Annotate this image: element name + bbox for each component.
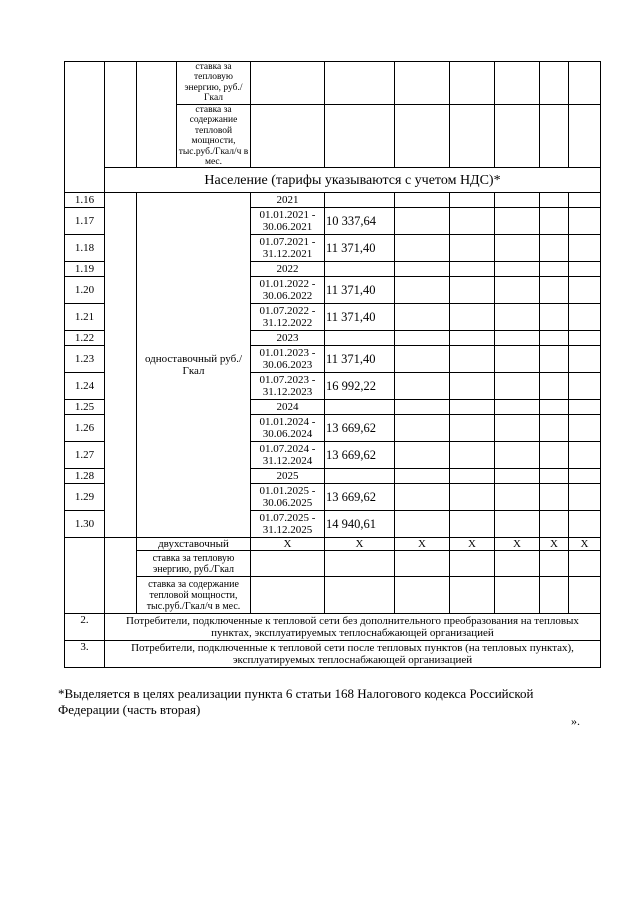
value-cell [495,577,540,614]
row-number: 3. [65,641,105,668]
value-cell [540,346,569,373]
table-row [65,193,601,208]
value-cell [450,331,495,346]
value-cell [450,193,495,208]
value-cell [450,484,495,511]
value-cell [569,484,601,511]
value-cell [450,551,495,577]
value-cell [251,104,325,168]
value-cell [540,484,569,511]
value-cell [495,551,540,577]
section-3-text: Потребители, подключенные к тепловой сети после тепловых пунктов (на тепловых пунктах), эксплуатируемых теплоснабжающей организацией [105,641,601,668]
tariff-value: 10 337,64 [325,208,395,235]
value-cell [495,331,540,346]
value-cell [569,469,601,484]
value-cell [450,511,495,538]
value-cell [569,511,601,538]
value-cell [540,511,569,538]
energy-rate-label: ставка за тепловую энергию, руб./Гкал [177,62,251,105]
value-cell [450,277,495,304]
value-cell [569,277,601,304]
value-cell [495,511,540,538]
value-cell [540,62,569,105]
value-cell [540,262,569,277]
row-number: 1.21 [65,304,105,331]
one-part-label: одноставочный руб./Гкал [137,193,251,538]
period-cell: 2024 [251,400,325,415]
table-row [65,538,601,551]
value-cell [540,469,569,484]
row-number: 1.26 [65,415,105,442]
row-number: 1.24 [65,373,105,400]
row-number: 1.23 [65,346,105,373]
tariff-value [325,193,395,208]
value-cell [495,304,540,331]
row-number: 1.25 [65,400,105,415]
value-cell [325,551,395,577]
period-cell: 01.01.2021 - 30.06.2021 [251,208,325,235]
value-cell [495,484,540,511]
value-cell [495,277,540,304]
value-cell [450,442,495,469]
value-cell [395,551,450,577]
value-cell [395,193,450,208]
x-mark: Х [495,538,540,551]
tariff-value [325,400,395,415]
value-cell [495,400,540,415]
period-cell: 01.07.2023 - 31.12.2023 [251,373,325,400]
value-cell [395,208,450,235]
x-mark: Х [395,538,450,551]
row-number: 1.20 [65,277,105,304]
value-cell [540,331,569,346]
value-cell [450,208,495,235]
tariff-value: 14 940,61 [325,511,395,538]
period-cell: 2022 [251,262,325,277]
value-cell [540,208,569,235]
number-cell [65,62,105,193]
row-number: 2. [65,614,105,641]
value-cell [540,373,569,400]
tariff-value: 16 992,22 [325,373,395,400]
tariff-value [325,469,395,484]
value-cell [569,193,601,208]
value-cell [395,235,450,262]
table-row [65,62,601,105]
value-cell [325,577,395,614]
value-cell [495,208,540,235]
row-number: 1.19 [65,262,105,277]
tariff-value: 11 371,40 [325,346,395,373]
value-cell [540,551,569,577]
tariff-value: 13 669,62 [325,484,395,511]
period-cell: 2023 [251,331,325,346]
population-header: Население (тарифы указываются с учетом НДС)* [105,168,601,193]
value-cell [450,577,495,614]
value-cell [495,469,540,484]
blank-cell [105,193,137,538]
value-cell [569,442,601,469]
period-cell: 01.01.2024 - 30.06.2024 [251,415,325,442]
blank-cell [137,62,177,168]
value-cell [395,442,450,469]
period-cell: 01.01.2022 - 30.06.2022 [251,277,325,304]
value-cell [569,304,601,331]
two-part-label: двухставочный [137,538,251,551]
value-cell [540,193,569,208]
value-cell [395,511,450,538]
period-cell: 01.01.2025 - 30.06.2025 [251,484,325,511]
period-cell: 01.01.2023 - 30.06.2023 [251,346,325,373]
value-cell [450,415,495,442]
row-number: 1.16 [65,193,105,208]
row-number: 1.17 [65,208,105,235]
tariff-value: 11 371,40 [325,277,395,304]
value-cell [540,442,569,469]
row-number: 1.29 [65,484,105,511]
period-cell: 01.07.2024 - 31.12.2024 [251,442,325,469]
footnote: *Выделяется в целях реализации пункта 6 статьи 168 Налогового кодекса Российской Федерации (часть вторая) [58,686,534,717]
period-cell: 01.07.2022 - 31.12.2022 [251,304,325,331]
x-mark: Х [251,538,325,551]
value-cell [450,104,495,168]
x-mark: Х [325,538,395,551]
row-number: 1.30 [65,511,105,538]
period-cell: 01.07.2025 - 31.12.2025 [251,511,325,538]
value-cell [569,415,601,442]
value-cell [569,346,601,373]
value-cell [395,277,450,304]
tariff-value [325,262,395,277]
value-cell [395,346,450,373]
blank-cell [105,538,137,614]
value-cell [251,551,325,577]
x-mark: Х [540,538,569,551]
value-cell [495,442,540,469]
period-cell: 2021 [251,193,325,208]
period-cell: 01.07.2021 - 31.12.2021 [251,235,325,262]
tariff-value: 13 669,62 [325,415,395,442]
value-cell [395,415,450,442]
section-2-text: Потребители, подключенные к тепловой сети без дополнительного преобразования на тепловых пунктах, эксплуатируемых теплоснабжающей организацией [105,614,601,641]
number-cell [65,538,105,614]
table-row [65,641,601,668]
value-cell [569,235,601,262]
tariff-value: 13 669,62 [325,442,395,469]
row-number: 1.22 [65,331,105,346]
tariff-table [64,61,601,668]
value-cell [450,304,495,331]
value-cell [495,104,540,168]
value-cell [569,104,601,168]
value-cell [569,577,601,614]
value-cell [325,62,395,105]
row-number: 1.18 [65,235,105,262]
value-cell [395,62,450,105]
value-cell [450,400,495,415]
value-cell [450,346,495,373]
x-mark: Х [569,538,601,551]
value-cell [450,469,495,484]
value-cell [540,400,569,415]
row-number: 1.28 [65,469,105,484]
value-cell [540,304,569,331]
value-cell [540,277,569,304]
value-cell [569,400,601,415]
value-cell [569,208,601,235]
value-cell [450,373,495,400]
value-cell [395,484,450,511]
value-cell [495,373,540,400]
value-cell [569,262,601,277]
row-number: 1.27 [65,442,105,469]
value-cell [540,104,569,168]
value-cell [325,104,395,168]
tariff-value: 11 371,40 [325,235,395,262]
value-cell [495,193,540,208]
value-cell [540,415,569,442]
value-cell [395,469,450,484]
value-cell [495,415,540,442]
value-cell [569,373,601,400]
closing-mark: ». [571,714,580,728]
value-cell [569,62,601,105]
tariff-value [325,331,395,346]
value-cell [251,62,325,105]
value-cell [395,331,450,346]
value-cell [395,104,450,168]
x-mark: Х [450,538,495,551]
value-cell [395,304,450,331]
tariff-value: 11 371,40 [325,304,395,331]
value-cell [450,62,495,105]
value-cell [540,235,569,262]
value-cell [495,262,540,277]
table-row [65,577,601,614]
energy-rate-label: ставка за тепловую энергию, руб./Гкал [137,551,251,577]
table-row [65,168,601,193]
value-cell [395,373,450,400]
table-row [65,551,601,577]
value-cell [395,262,450,277]
value-cell [251,577,325,614]
table-row [65,614,601,641]
value-cell [395,577,450,614]
value-cell [495,235,540,262]
value-cell [495,62,540,105]
capacity-rate-label: ставка за содержание тепловой мощности, тыс.руб./Гкал/ч в мес. [177,104,251,168]
value-cell [450,262,495,277]
value-cell [495,346,540,373]
value-cell [395,400,450,415]
value-cell [540,577,569,614]
value-cell [450,235,495,262]
period-cell: 2025 [251,469,325,484]
value-cell [569,331,601,346]
value-cell [569,551,601,577]
blank-cell [105,62,137,168]
capacity-rate-label: ставка за содержание тепловой мощности, тыс.руб./Гкал/ч в мес. [137,577,251,614]
